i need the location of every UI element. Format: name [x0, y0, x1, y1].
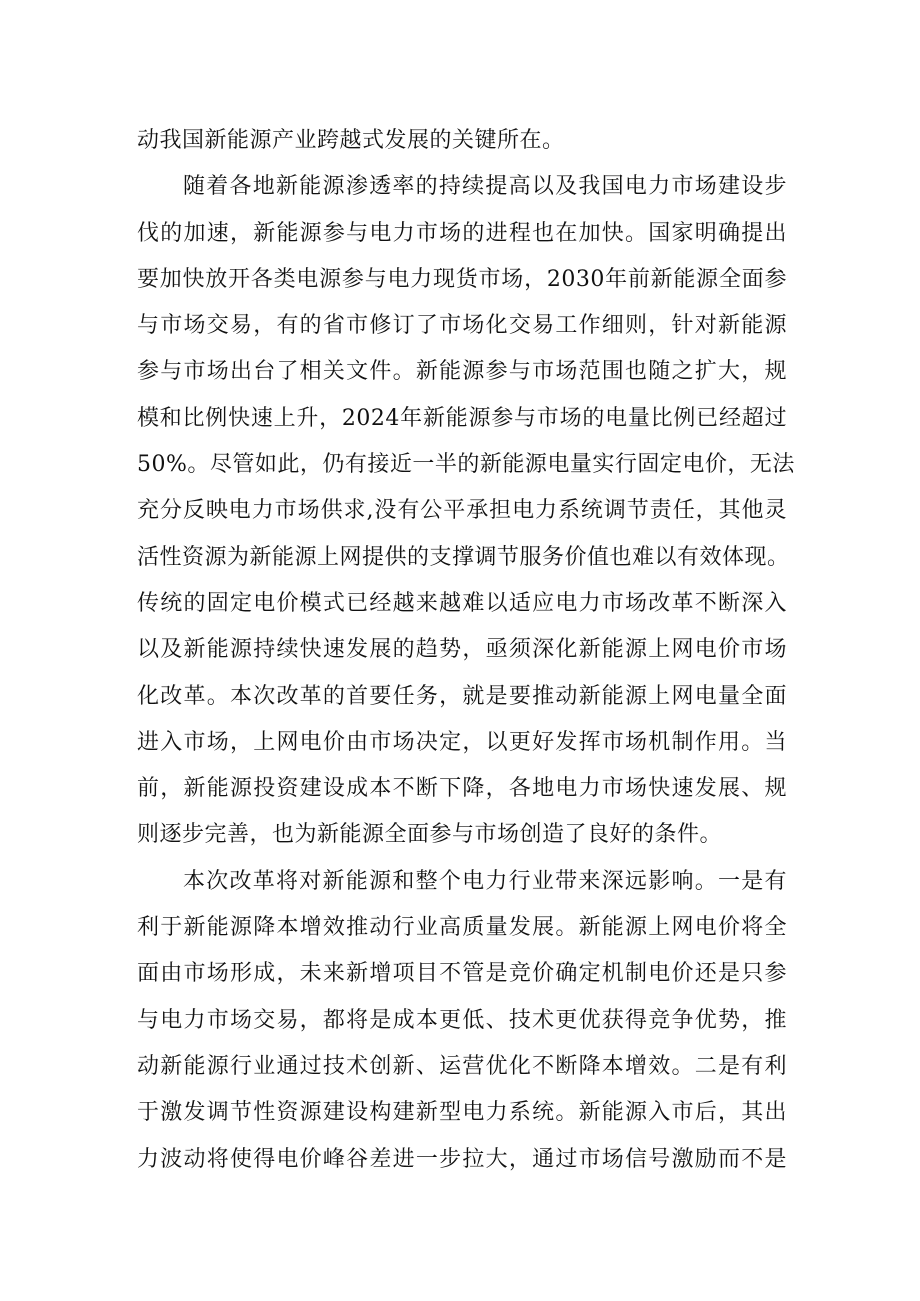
text-line: 与市场交易，有的省市修订了市场化交易工作细则，针对新能源 [137, 313, 787, 339]
text-line: 动我国新能源产业跨越式发展的关键所在。 [137, 128, 565, 153]
text-line: 利于新能源降本增效推动行业高质量发展。新能源上网电价将全 [137, 915, 787, 941]
text-line: 化改革。本次改革的首要任务，就是要推动新能源上网电量全面 [137, 683, 787, 709]
document-body [137, 118, 795, 1183]
paragraph-1 [137, 118, 787, 164]
text-line: 面由市场形成，未来新增项目不管是竞价确定机制电价还是只参 [137, 961, 787, 987]
paragraph-2 [137, 164, 795, 858]
text-line: 充分反映电力市场供求,没有公平承担电力系统调节责任，其他灵 [137, 498, 787, 524]
text-line: 随着各地新能源渗透率的持续提高以及我国电力市场建设步 [183, 174, 787, 200]
text-line: 伐的加速，新能源参与电力市场的进程也在加快。国家明确提出 [137, 220, 787, 246]
text-line: 动新能源行业通过技术创新、运营优化不断降本增效。二是有利 [137, 1053, 787, 1079]
paragraph-3 [137, 859, 787, 1183]
text-line: 本次改革将对新能源和整个电力行业带来深远影响。一是有 [183, 868, 787, 894]
text-line: 传统的固定电价模式已经越来越难以适应电力市场改革不断深入 [137, 590, 787, 616]
text-line: 要加快放开各类电源参与电力现货市场，2030年前新能源全面参 [137, 266, 787, 292]
text-line: 前，新能源投资建设成本不断下降，各地电力市场快速发展、规 [137, 776, 787, 802]
text-line: 与电力市场交易，都将是成本更低、技术更优获得竞争优势，推 [137, 1007, 787, 1033]
text-line: 则逐步完善，也为新能源全面参与市场创造了良好的条件。 [137, 822, 723, 848]
text-line: 模和比例快速上升，2024年新能源参与市场的电量比例已经超过 [137, 405, 787, 431]
text-line: 活性资源为新能源上网提供的支撑调节服务价值也难以有效体现。 [137, 544, 790, 570]
text-line: 50%。尽管如此，仍有接近一半的新能源电量实行固定电价，无法 [137, 452, 795, 478]
text-line: 力波动将使得电价峰谷差进一步拉大，通过市场信号激励而不是 [137, 1146, 787, 1172]
text-line: 参与市场出台了相关文件。新能源参与市场范围也随之扩大，规 [137, 359, 787, 385]
text-line: 于激发调节性资源建设构建新型电力系统。新能源入市后，其出 [137, 1100, 787, 1126]
text-line: 以及新能源持续快速发展的趋势，亟须深化新能源上网电价市场 [137, 637, 787, 663]
text-line: 进入市场，上网电价由市场决定，以更好发挥市场机制作用。当 [137, 729, 787, 755]
